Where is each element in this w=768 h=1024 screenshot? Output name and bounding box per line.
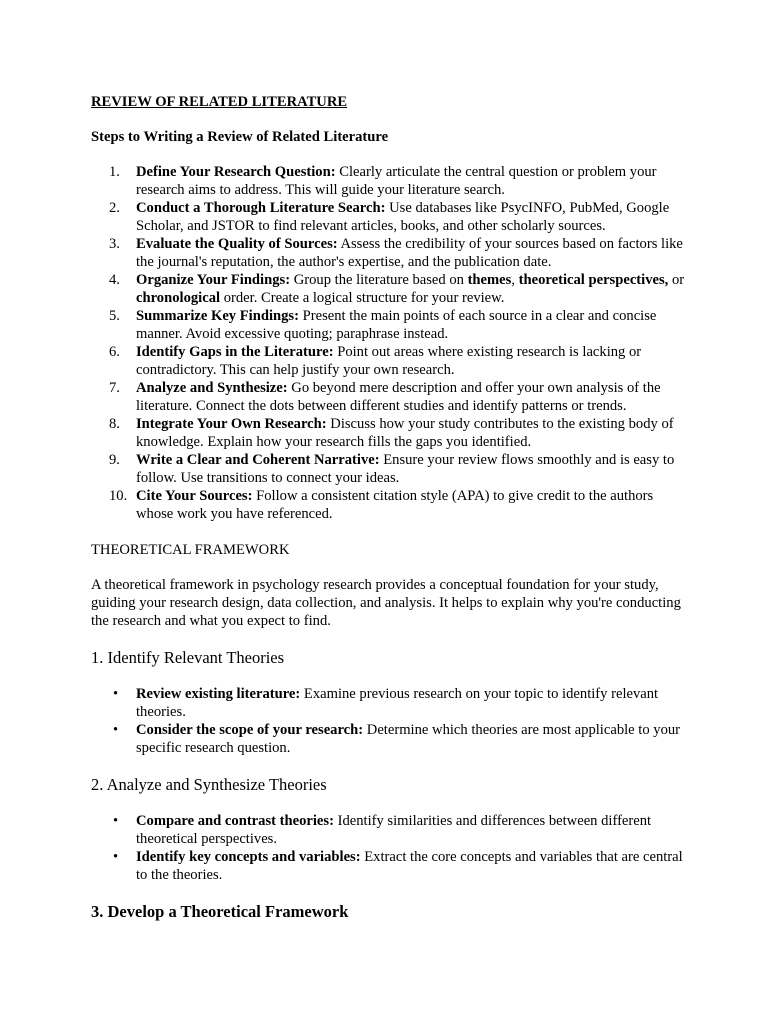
list-item: • Review existing literature: Examine previous research on your topic to identify relevant theories. [113,686,659,720]
list-item: 8. Integrate Your Own Research: Discuss how your study contributes to the existing body of knowledge. Explain how your research fills the gaps you identified. [109,416,674,450]
list-item: • Identify key concepts and variables: Extract the core concepts and variables that are central to the theories. [113,849,683,883]
list-item: 1. Define Your Research Question: Clearly articulate the central question or problem your research aims to address. This will guide your literature search. [109,164,657,198]
document-body [91,93,691,939]
list-item: 2. Conduct a Thorough Literature Search: Use databases like PsycINFO, PubMed, Google Scholar, and JSTOR to find relevant articles, books, and other scholarly sources. [109,200,670,234]
list-item: 4. Organize Your Findings: Group the literature based on themes, theoretical perspectives, or chronological order. Create a logical structure for your review. [109,272,685,306]
section-heading: 2. Analyze and Synthesize Theories [91,775,327,794]
framework-heading: THEORETICAL FRAMEWORK [91,542,290,558]
list-item: 3. Evaluate the Quality of Sources: Assess the credibility of your sources based on factors like the journal's reputation, the author's expertise, and the publication date. [109,236,683,270]
section-heading: 3. Develop a Theoretical Framework [91,902,349,921]
page-title: REVIEW OF RELATED LITERATURE [91,94,348,110]
list-item: 7. Analyze and Synthesize: Go beyond mere description and offer your own analysis of the literature. Connect the dots between different studies and identify patterns or trends. [109,380,661,414]
bullet-icon: • [113,849,119,865]
list-item: • Consider the scope of your research: Determine which theories are most applicable to your specific research question. [113,722,681,756]
bullet-icon: • [113,686,119,702]
list-item: 10. Cite Your Sources: Follow a consistent citation style (APA) to give credit to the authors whose work you have referenced. [109,488,654,522]
bullet-list [91,812,691,884]
section-heading: 1. Identify Relevant Theories [91,648,285,667]
list-item: 6. Identify Gaps in the Literature: Point out areas where existing research is lacking or contradictory. This can help justify your own research. [109,344,642,378]
framework-intro: A theoretical framework in psychology research provides a conceptual foundation for your study, guiding your research design, data collection, and analysis. It helps to explain why you're conducting the research and what you expect to find. [91,577,681,629]
bullet-icon: • [113,722,119,738]
bullet-icon: • [113,813,119,829]
steps-list [91,163,691,523]
list-item: 5. Summarize Key Findings: Present the main points of each source in a clear and concise manner. Avoid excessive quoting; paraphrase instead. [109,308,657,342]
bullet-list [91,685,691,757]
list-item: • Compare and contrast theories: Identify similarities and differences between different theoretical perspectives. [113,813,652,847]
list-item: 9. Write a Clear and Coherent Narrative: Ensure your review flows smoothly and is easy to follow. Use transitions to connect your ideas. [109,452,675,486]
steps-heading: Steps to Writing a Review of Related Literature [91,129,389,145]
